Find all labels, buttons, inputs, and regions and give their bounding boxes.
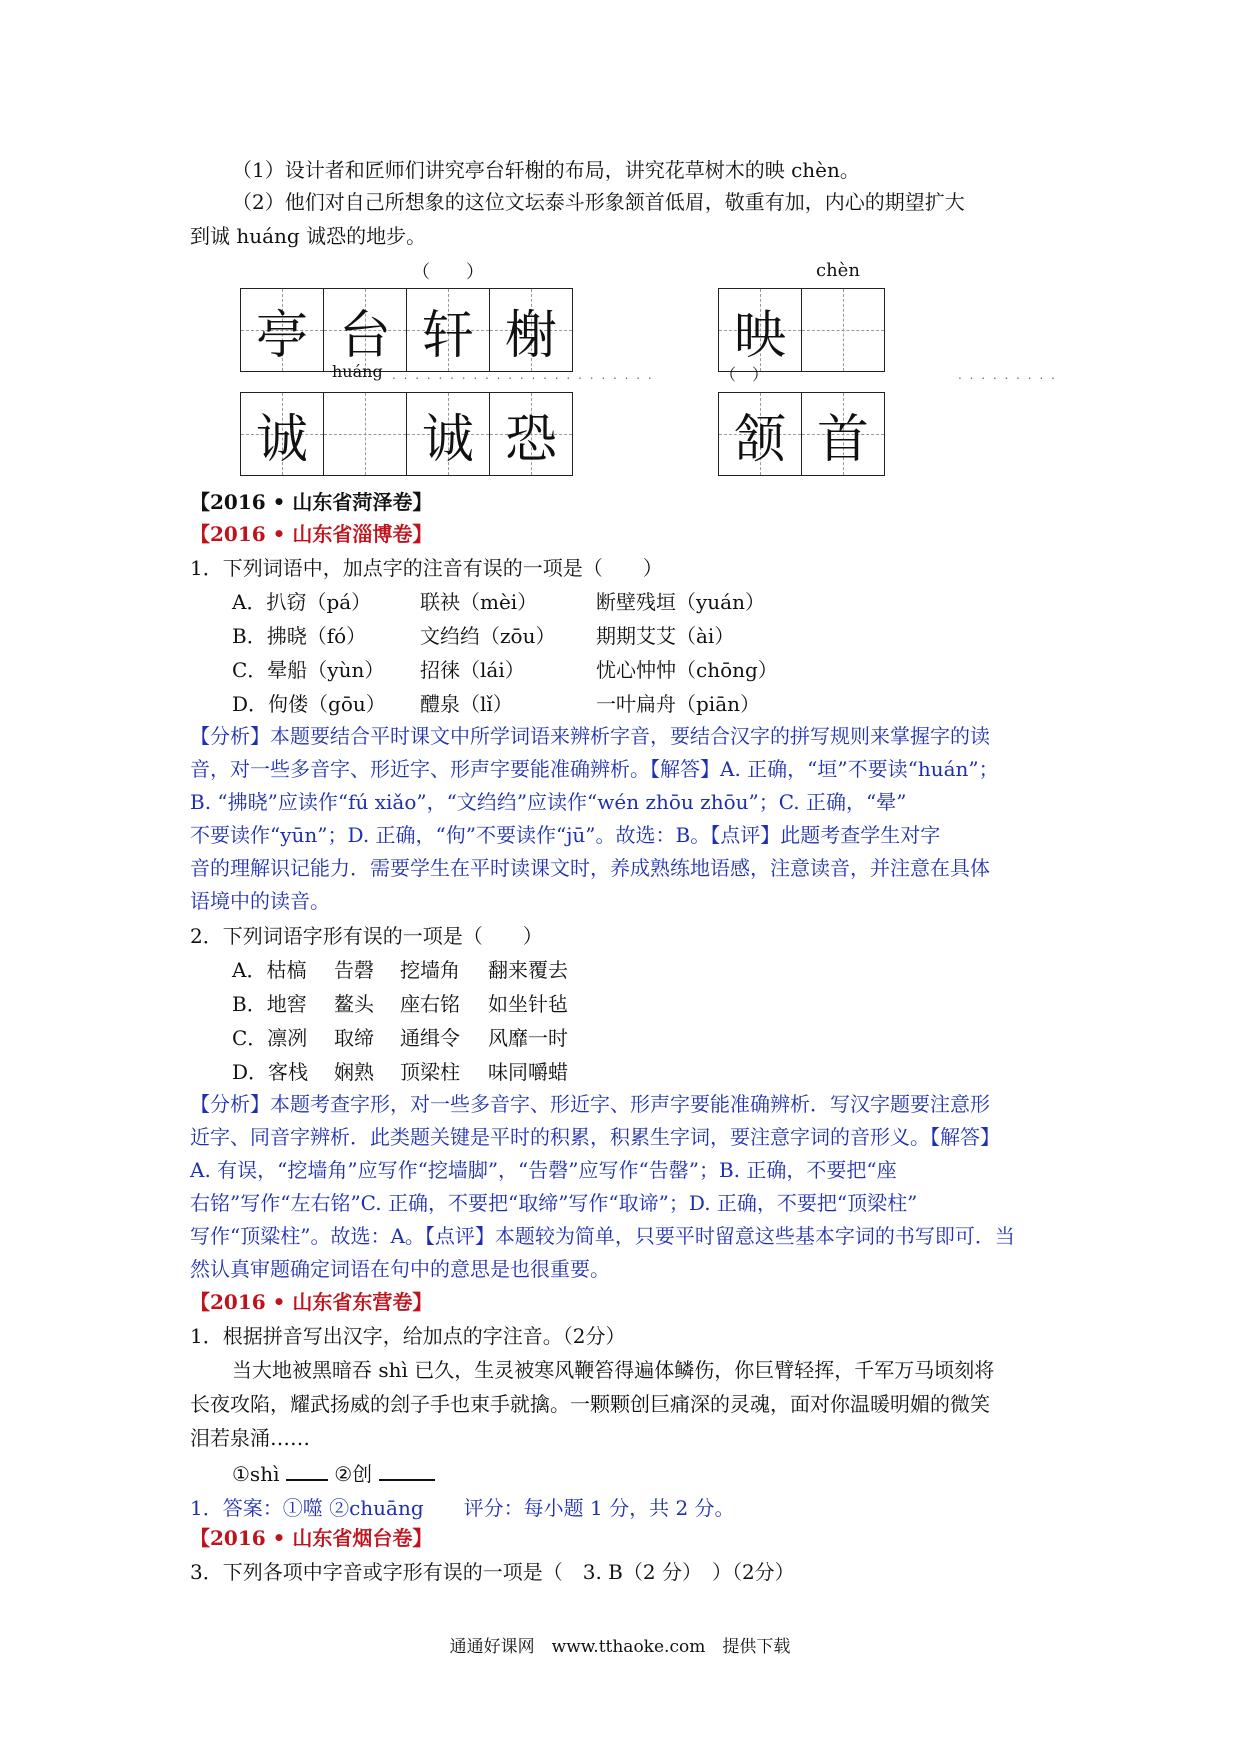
grid-cell [324,393,407,475]
option-a-1: A．扒窃（pá） [232,590,372,614]
grid-cell: 颔 [719,393,802,475]
option-b-2: 文绉绉（zōu） [420,624,556,648]
option-c-1: C．晕船（yùn） [232,658,385,682]
answer-blank[interactable] [286,1461,328,1481]
q2-option: 味同嚼蜡 [488,1060,568,1084]
section-header-zibo: 【2016 • 山东省淄博卷】 [190,522,433,546]
section-header-heze: 【2016 • 山东省菏泽卷】 [190,490,433,514]
answer-blank[interactable] [379,1461,435,1481]
analysis-line: 然认真审题确定词语在句中的意思是也很重要。 [190,1257,610,1281]
analysis-line: 【分析】本题考查字形，对一些多音字、形近字、形声字要能准确辨析．写汉字题要注意形 [190,1092,990,1116]
yantai-q3-stem: 3．下列各项中字音或字形有误的一项是（ 3. B（2 分） ）（2分） [190,1560,795,1584]
grid-paren-top: （ ） [412,262,484,283]
grid-top-right [718,288,885,372]
analysis-line: 不要读作“yūn”；D. 正确，“佝”不要读作“jū”。故选：B。【点评】此题考查学生对字 [190,823,941,847]
q2-option: 顶梁柱 [400,1060,460,1084]
q2-option: C．凛冽 [232,1026,308,1050]
grid-cell: 诚 [407,393,490,475]
option-b-1: B．拂晓（fó） [232,624,367,648]
dongying-blanks [232,1460,435,1488]
grid-top-left [240,288,573,372]
grid-cell: 诚 [241,393,324,475]
q2-option: A．枯槁 [232,958,307,982]
option-c-3: 忧心忡忡（chōng） [596,658,778,682]
q2-option: 鳌头 [334,992,374,1016]
option-a-3: 断壁残垣（yuán） [596,590,765,614]
blank-label-2: ②创 [334,1462,373,1486]
option-c-2: 招徕（lái） [420,658,525,682]
grid-cell: 首 [802,393,884,475]
grid-cell: 台 [324,289,407,371]
q1-sentence-2: （2）他们对自己所想象的这位文坛泰斗形象颔首低眉，敬重有加，内心的期望扩大 [232,190,965,214]
q1-sentence-1: （1）设计者和匠师们讲究亭台轩榭的布局，讲究花草树木的映 chèn。 [232,158,860,182]
section-header-dongying: 【2016 • 山东省东营卷】 [190,1290,433,1314]
grid-bottom-right [718,392,885,476]
analysis-line: 音的理解识记能力．需要学生在平时读课文时，养成熟练地语感，注意读音，并注意在具体 [190,856,990,880]
option-a-2: 联袂（mèi） [420,590,538,614]
q2-option: D．客栈 [232,1060,309,1084]
dongying-passage: 泪若泉涌…… [190,1426,310,1450]
dotted-line: . . . . . . . . . . . . . . . . . . . . . . . [392,368,654,382]
grid-pinyin-chen: chèn [816,260,860,281]
grid-bottom-left [240,392,573,476]
analysis-line: 音，对一些多音字、形近字、形声字要能准确辨析。【解答】A. 正确，“垣”不要读“huán”； [190,757,999,781]
grid-cell: 榭 [490,289,572,371]
dotted-line: . . . . . . . . . [958,368,1057,382]
page-footer: 通通好课网 www.tthaoke.com 提供下载 [449,1637,791,1657]
q2-option: 挖墙角 [400,958,460,982]
q2-option: 如坐针毡 [488,992,568,1016]
q2-option: B．地窖 [232,992,307,1016]
analysis-line: 右铭”写作“左右铭”C. 正确，不要把“取缔”写作“取谛”；D. 正确，不要把“顶梁柱” [190,1191,918,1215]
grid-cell: 映 [719,289,802,371]
q2-option: 通缉令 [400,1026,460,1050]
q2-option: 翻来覆去 [488,958,568,982]
section-header-yantai: 【2016 • 山东省烟台卷】 [190,1526,433,1550]
q2-option: 娴熟 [334,1060,374,1084]
analysis-line: 【分析】本题要结合平时课文中所学词语来辨析字音，要结合汉字的拼写规则来掌握字的读 [190,724,990,748]
analysis-line: 近字、同音字辨析．此类题关键是平时的积累，积累生字词，要注意字词的音形义。【解答】 [190,1125,1000,1149]
option-b-3: 期期艾艾（ài） [596,624,735,648]
blank-label-1: ①shì [232,1462,280,1486]
q2-option: 取缔 [334,1026,374,1050]
q2-option: 座右铭 [400,992,460,1016]
grid-cell [802,289,884,371]
dongying-answer: 1．答案：①噬 ②chuāng 评分：每小题 1 分，共 2 分。 [190,1496,735,1520]
grid-paren-bottom: （ ） [720,365,769,384]
grid-cell: 亭 [241,289,324,371]
option-d-2: 醴泉（lǐ） [420,692,513,716]
zibo-q1-stem: 1．下列词语中，加点字的注音有误的一项是（ ） [190,556,663,580]
dongying-passage: 当大地被黑暗吞 shì 已久，生灵被寒风鞭笞得遍体鳞伤，你巨臂轻挥，千军万马顷刻将 [232,1358,995,1382]
q2-option: 告磬 [334,958,374,982]
analysis-line: 语境中的读音。 [190,889,330,913]
grid-cell: 轩 [407,289,490,371]
analysis-line: 写作“顶粱柱”。故选：A。【点评】本题较为简单，只要平时留意这些基本字词的书写即可．当 [190,1224,1015,1248]
analysis-line: B. “拂晓”应读作“fú xiǎo”，“文绉绉”应读作“wén zhōu zhōu”；C. 正确，“晕” [190,790,907,814]
grid-pinyin-huang: huáng [332,362,383,381]
option-d-3: 一叶扁舟（piān） [596,692,761,716]
analysis-line: A. 有误，“挖墙角”应写作“挖墙脚”，“告磬”应写作“告罄”；B. 正确，不要把“座 [190,1158,897,1182]
q2-option: 风靡一时 [488,1026,568,1050]
option-d-1: D．佝偻（gōu） [232,692,386,716]
grid-cell: 恐 [490,393,572,475]
dongying-q1-stem: 1．根据拼音写出汉字，给加点的字注音。（2分） [190,1324,626,1348]
zibo-q2-stem: 2．下列词语字形有误的一项是（ ） [190,924,543,948]
dongying-passage: 长夜攻陷，耀武扬威的刽子手也束手就擒。一颗颗创巨痛深的灵魂，面对你温暖明媚的微笑 [190,1392,990,1416]
q1-sentence-3: 到诚 huáng 诚恐的地步。 [190,224,427,248]
